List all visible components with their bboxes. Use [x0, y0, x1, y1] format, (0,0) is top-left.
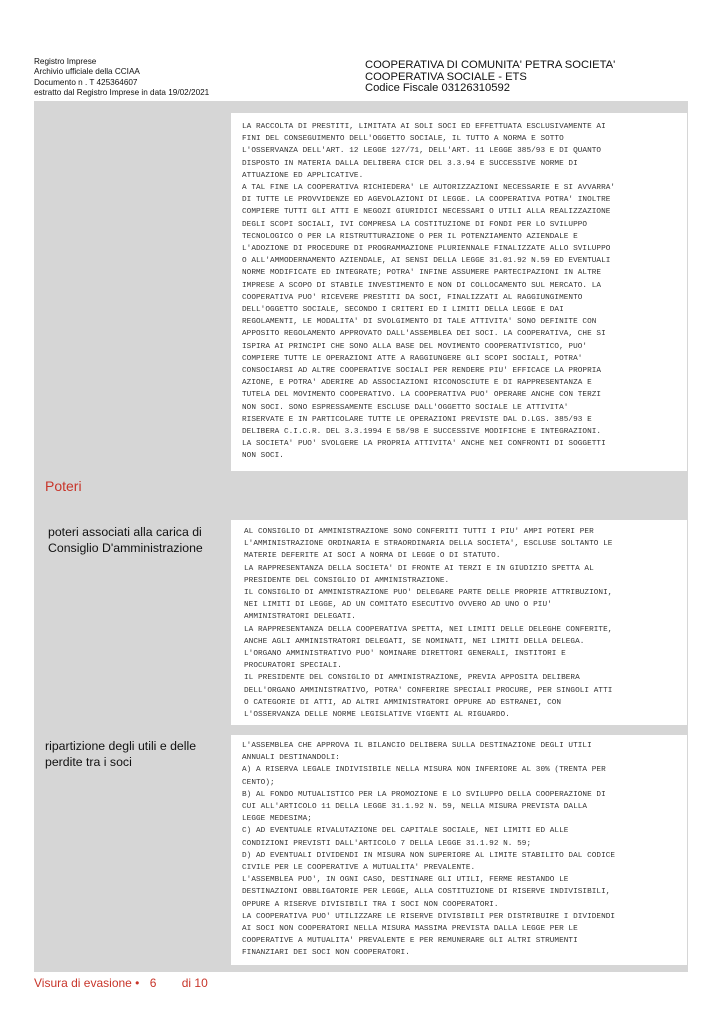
- section-title-poteri: Poteri: [45, 478, 82, 494]
- corporate-object-text: LA RACCOLTA DI PRESTITI, LIMITATA AI SOLI SOCI ED EFFETTUATA ESCLUSIVAMENTE AI FINI DEL CONSEGUIMENTO DELL'OGGETTO SOCIALE, IL TUTTO A NORMA E SOTTO L'OSSERVANZA DELL'ART. 12 LEGGE 127/71, DELL'ART. 11 LEGGE 385/93 E DI QUANTO DISPOSTO IN MATERIA DALLA DELIBERA CICR DEL 3.3.94 E SUCCESSIVE NORME DI ATTUAZIONE ED APPLICATIVE. A TAL FINE LA COOPERATIVA RICHIEDERA' LE AUTORIZZAZIONI NECESSARIE E SI AVVARRA' DI TUTTE LE PROVVIDENZE ED AGEVOLAZIONI DI LEGGE. LA COOPERATIVA POTRA' INOLTRE COMPIERE TUTTI GLI ATTI E NEGOZI GIURIDICI NECESSARI O UTILI ALLA REALIZZAZIONE DEGLI SCOPI SOCIALI, IVI COMPRESA LA COSTITUZIONE DI FONDI PER LO SVILUPPO TECNOLOGICO O PER LA RISTRUTTURAZIONE O PER IL POTENZIAMENTO AZIENDALE E L'ADOZIONE DI PROCEDURE DI PROGRAMMAZIONE PLURIENNALE FINALIZZATE ALLO SVILUPPO O ALL'AMMODERNAMENTO AZIENDALE, AI SENSI DELLA LEGGE 31.01.92 N.59 ED EVENTUALI NORME MODIFICATE ED INTEGRATE; POTRA' INFINE ASSUMERE PARTECIPAZIONI IN ALTRE IMPRESE A SCOPO DI STABILE INVESTIMENTO E NON DI COLLOCAMENTO SUL MERCATO. LA COOPERATIVA PUO' RICEVERE PRESTITI DA SOCI, FINALIZZATI AL RAGGIUNGIMENTO DELL'OGGETTO SOCIALE, SECONDO I CRITERI ED I LIMITI DELLA LEGGE E DAI REGOLAMENTI, LE MODALITA' DI SVOLGIMENTO DI TALE ATTIVITA' SONO DEFINITE CON APPOSITO REGOLAMENTO APPROVATO DALL'ASSEMBLEA DEI SOCI. LA COOPERATIVA, CHE SI ISPIRA AI PRINCIPI CHE SONO ALLA BASE DEL MOVIMENTO COOPERATIVISTICO, PUO' COMPIERE TUTTE LE OPERAZIONI ATTE A RAGGIUNGERE GLI SCOPI SOCIALI, POTRA' CONSOCIARSI AD ALTRE COOPERATIVE SOCIALI PER RENDERE PIU' EFFICACE LA PROPRIA AZIONE, E POTRA' ADERIRE AD ASSOCIAZIONI RICONOSCIUTE E DI RAPPRESENTANZA E TUTELA DEL MOVIMENTO COOPERATIVO. LA COOPERATIVA PUO' OPERARE ANCHE CON TERZI NON SOCI. SONO ESPRESSAMENTE ESCLUSE DALL'OGGETTO SOCIALE LE ATTIVITA' RISERVATE E IN PARTICOLARE TUTTE LE OPERAZIONI PREVISTE DAL D.LGS. 385/93 E DELIBERA C.I.C.R. DEL 3.3.1994 E 58/98 E SUCCESSIVE MODIFICHE E INTEGRAZIONI. LA SOCIETA' PUO' SVOLGERE LA PROPRIA ATTIVITA' ANCHE NEI CONFRONTI DI SOGGETTI NON SOCI.: [231, 113, 687, 471]
- company-header: [365, 60, 615, 95]
- powers-text: AL CONSIGLIO DI AMMINISTRAZIONE SONO CONFERITI TUTTI I PIU' AMPI POTERI PER L'AMMINISTRAZIONE ORDINARIA E STRAORDINARIA DELLA SOCIETA', ESCLUSE SOLTANTO LE MATERIE DEFERITE AI SOCI A NORMA DI LEGGE O DI STATUTO. LA RAPPRESENTANZA DELLA SOCIETA' DI FRONTE AI TERZI E IN GIUDIZIO SPETTA AL PRESIDENTE DEL CONSIGLIO DI AMMINISTRAZIONE. IL CONSIGLIO DI AMMINISTRAZIONE PUO' DELEGARE PARTE DELLE PROPRIE ATTRIBUZIONI, NEI LIMITI DI LEGGE, AD UN COMITATO ESECUTIVO OVVERO AD UNO O PIU' AMMINISTRATORI DELEGATI. LA RAPPRESENTANZA DELLA COOPERATIVA SPETTA, NEI LIMITI DELLE DELEGHE CONFERITE, ANCHE AGLI AMMINISTRATORI DELEGATI, SE NOMINATI, NEI LIMITI DELLA DELEGA. L'ORGANO AMMINISTRATIVO PUO' NOMINARE DIRETTORI GENERALI, INSTITORI E PROCURATORI SPECIALI. IL PRESIDENTE DEL CONSIGLIO DI AMMINISTRAZIONE, PREVIA APPOSITA DELIBERA DELL'ORGANO AMMINISTRATIVO, POTRA' CONFERIRE SPECIALI PROCURE, PER SINGOLI ATTI O CATEGORIE DI ATTI, AD ALTRI AMMINISTRATORI OPPURE AD ESTRANEI, CON L'OSSERVANZA DELLE NORME LEGISLATIVE VIGENTI AL RIGUARDO.: [231, 520, 687, 725]
- footer-label: Visura di evasione •: [34, 976, 140, 990]
- document-number-line: Documento n . T 425364607: [34, 77, 138, 87]
- profits-label-line-2: perdite tra i soci: [45, 754, 132, 769]
- registry-line: Registro Imprese: [34, 57, 97, 66]
- company-name-line-2: COOPERATIVA SOCIALE - ETS: [365, 70, 527, 83]
- profits-label-line-1: ripartizione degli utili e delle: [45, 739, 197, 753]
- page-footer: [34, 976, 208, 990]
- powers-label-line-2: Consiglio D'amministrazione: [48, 540, 203, 555]
- registry-header: [34, 57, 209, 99]
- extract-date-line: estratto dal Registro Imprese in data 19/02/2021: [34, 88, 210, 98]
- company-name-line-1: COOPERATIVA DI COMUNITA' PETRA SOCIETA': [365, 59, 616, 71]
- page-total: di 10: [181, 976, 208, 990]
- profits-label: [45, 739, 196, 770]
- registry-archive-line: Archivio ufficiale della CCIAA: [34, 67, 140, 77]
- page-number: 6: [149, 976, 157, 990]
- profits-text: L'ASSEMBLEA CHE APPROVA IL BILANCIO DELIBERA SULLA DESTINAZIONE DEGLI UTILI ANNUALI DESTINANDOLI: A) A RISERVA LEGALE INDIVISIBILE NELLA MISURA NON INFERIORE AL 30% (TRENTA PER CENTO); B) AL FONDO MUTUALISTICO PER LA PROMOZIONE E LO SVILUPPO DELLA COOPERAZIONE DI CUI ALL'ARTICOLO 11 DELLA LEGGE 31.1.92 N. 59, NELLA MISURA PREVISTA DALLA LEGGE MEDESIMA; C) AD EVENTUALE RIVALUTAZIONE DEL CAPITALE SOCIALE, NEI LIMITI ED ALLE CONDIZIONI PREVISTI DALL'ARTICOLO 7 DELLA LEGGE 31.1.92 N. 59; D) AD EVENTUALI DIVIDENDI IN MISURA NON SUPERIORE AL LIMITE STABILITO DAL CODICE CIVILE PER LE COOPERATIVE A MUTUALITA' PREVALENTE. L'ASSEMBLEA PUO', IN OGNI CASO, DESTINARE GLI UTILI, FERME RESTANDO LE DESTINAZIONI OBBLIGATORIE PER LEGGE, ALLA COSTITUZIONE DI RISERVE INDIVISIBILI, OPPURE A RISERVE DIVISIBILI TRA I SOCI NON COOPERATORI. LA COOPERATIVA PUO' UTILIZZARE LE RISERVE DIVISIBILI PER DISTRIBUIRE I DIVIDENDI AI SOCI NON COOPERATORI NELLA MISURA MASSIMA PREVISTA DALLA LEGGE PER LE COOPERATIVE A MUTUALITA' PREVALENTE E PER REMUNERARE GLI ALTRI STRUMENTI FINANZIARI DEI SOCI NON COOPERATORI.: [231, 735, 687, 965]
- fiscal-code: Codice Fiscale 03126310592: [365, 82, 510, 95]
- powers-label: [48, 525, 203, 556]
- powers-label-line-1: poteri associati alla carica di: [48, 525, 202, 539]
